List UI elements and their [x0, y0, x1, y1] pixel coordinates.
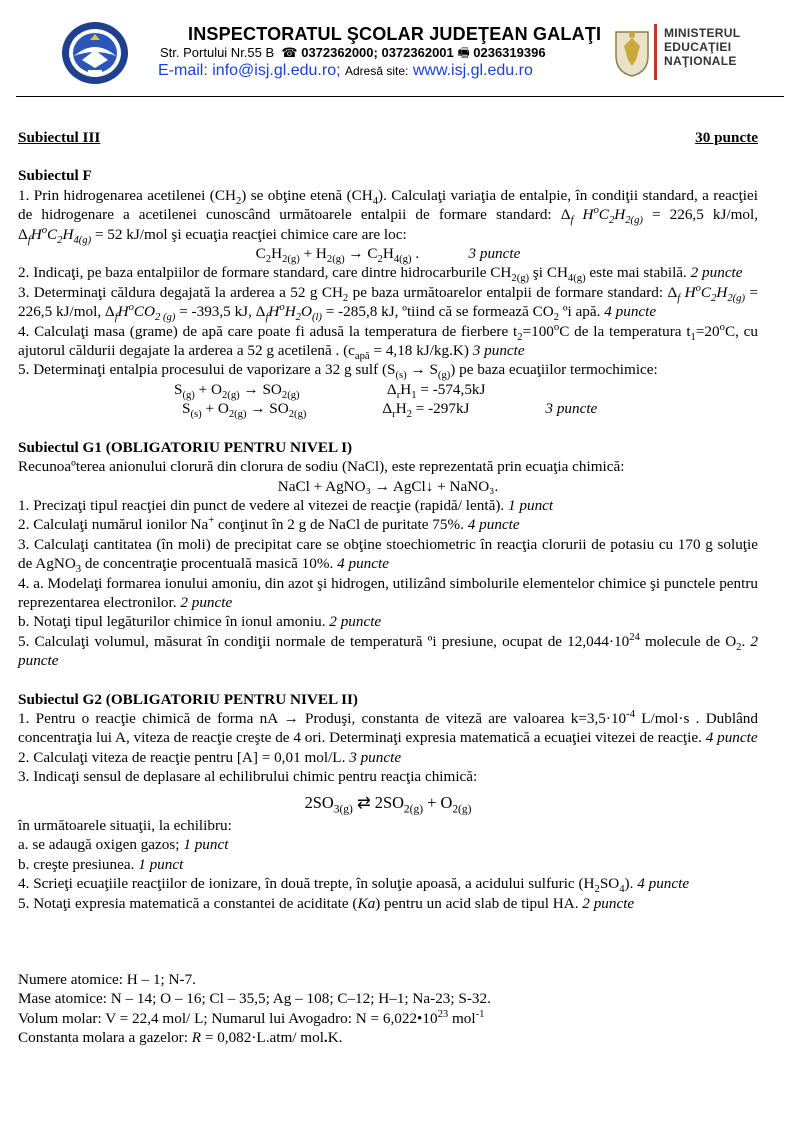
- g1-intro: Recunoaºterea anionului clorură din clorura de sodiu (NaCl), este reprezentată prin ecuaţia chimică:: [18, 458, 625, 476]
- g1-question-4a: 4. a. Modelaţi formarea ionului amoniu, din azot şi hidrogen, utilizând simbolurile elementelor chimice şi punctele pentru reprezentarea electronilor. 2 puncte: [18, 574, 758, 611]
- g2-question-3b: b. creşte presiunea. 1 punct: [18, 855, 184, 873]
- f-question-5: 5. Determinaţi entalpia procesului de vaporizare a 32 g sulf $(S_{(s)} \to S_{(g)})$ pe baza ecuaţiilor termochimice:: [18, 361, 658, 382]
- g1-question-4b: b. Notaţi tipul legăturilor chimice în ionul amoniu. 2 puncte: [18, 613, 382, 631]
- f-thermo-eq-2: $S_{(s)} + O_{2(g)} \to SO_{2(g)}$ $\Delta_rH_2 = -297kJ$ 3 puncte: [182, 400, 598, 421]
- gas-constant: Constanta molara a gazelor: R = 0,082·L.atm/ mol.K.: [18, 1029, 343, 1047]
- ministry-name: MINISTERUL EDUCAŢIEI NAŢIONALE: [664, 26, 741, 68]
- fax-number: 0236319396: [473, 45, 546, 60]
- atomic-numbers: Numere atomice: H – 1; N-7.: [18, 971, 196, 989]
- g2-question-5: 5. Notaţi expresia matematică a constantei de aciditate (Ka) pentru un acid slab de tipul HA. 2 puncte: [18, 894, 635, 912]
- site-link[interactable]: www.isj.gl.edu.ro: [412, 62, 533, 79]
- molar-volume-avogadro: Volum molar: V = 22,4 mol/ L; Numarul lui Avogadro: $N = 6,022•10^{23}$ mol$^{-1}$: [18, 1008, 485, 1027]
- section-f-title: Subiectul F: [18, 167, 92, 185]
- address: Str. Portului Nr.55 B: [160, 45, 275, 60]
- g2-question-3a: a. se adaugă oxigen gazos; 1 punct: [18, 836, 229, 854]
- fax-icon: 🖷: [453, 45, 474, 60]
- f-question-1: 1. Prin hidrogenarea acetilenei $(CH_2)$ se obţine etenă $(CH_4)$. Calculaţi variaţia de entalpie, în condiţii standard, a reacţiei de hidrogenare a acetilenei cunoscând următoarele entalpii de formare standard: $\Delta_f$ $H^oC_2H_{2(g)} = 226,5$ kJ/mol, $\Delta_fH^oC_2H_{4(g)} = 52$ kJ/mol şi ecuaţia reacţiei chimice care are loc:: [18, 186, 759, 246]
- email-label: E-mail:: [158, 62, 208, 79]
- f-thermo-eq-1: $S_{(g)} + O_{2(g)} \to SO_{2(g)}$ $\Delta_rH_1 = -574,5kJ$: [174, 380, 486, 401]
- isj-galati-logo: [60, 20, 130, 86]
- g2-question-4: 4. Scrieţi ecuaţiile reacţiilor de ionizare, în două trepte, în soluţie apoasă, a acidului sulfuric $(H_2SO_4)$. 4 puncte: [18, 875, 690, 896]
- g2-equilibrium-equation: $2SO_{3(g)}$ ⇄ $2SO_{2(g)} + O_{2(g)}$: [304, 792, 472, 815]
- f-equation-1: $C_2H_{2(g)} + H_{2(g)} \to C_2H_{4(g)}$ . 3 puncte: [255, 245, 521, 266]
- romania-coat-of-arms-icon: [612, 26, 652, 78]
- telephone-icon: ☎: [277, 45, 302, 60]
- g2-question-3: 3. Indicaţi sensul de deplasare al echilibrului chimic pentru reacţia chimică:: [18, 768, 478, 786]
- g2-question-1: 1. Pentru o reacţie chimică de forma nA → Produşi, constanta de viteză are valoarea $k=3,5\cdot 10^{-4}$ L/mol·s . Dublând concentraţia lui A, viteza de reacţie creşte de 4 ori. Determinaţi expresia matematică a ecuaţiei vitezei de reacţie. 4 puncte: [18, 708, 758, 747]
- g2-question-3-context: în următoarele situaţii, la echilibru:: [18, 817, 232, 834]
- letterhead: [0, 0, 800, 98]
- header-rule: [16, 96, 784, 97]
- subject-iii-heading: Subiectul III 30 puncte: [18, 129, 758, 146]
- email-link[interactable]: info@isj.gl.edu.ro;: [212, 62, 341, 79]
- g1-question-2: 2. Calculaţi numărul ionilor Na+ conţinut în 2 g de NaCl de puritate 75%. 4 puncte: [18, 515, 520, 534]
- phone-numbers: 0372362000; 0372362001: [301, 45, 454, 60]
- site-label: Adresă site:: [345, 64, 409, 78]
- contact-line: [158, 62, 533, 80]
- g1-question-5: 5. Calculaţi volumul, măsurat în condiţii normale de temperatură ºi presiune, ocupat de $12,044\cdot 10^{24}$ molecule de $O_2$. 2 puncte: [18, 631, 758, 670]
- section-g1-title: Subiectul G1 (OBLIGATORIU PENTRU NIVEL I): [18, 438, 353, 456]
- g2-question-2: 2. Calculaţi viteza de reacţie pentru [A] = 0,01 mol/L. 3 puncte: [18, 748, 402, 766]
- institution-title: INSPECTORATUL ŞCOLAR JUDEŢEAN GALAŢI: [188, 24, 602, 44]
- f-question-2: 2. Indicaţi, pe baza entalpiilor de formare standard, care dintre hidrocarburile $CH_{2(g)}$ şi $CH_{4(g)}$ este mai stabilă. 2 puncte: [18, 264, 743, 285]
- ministry-divider: [654, 24, 657, 80]
- f-question-3: 3. Determinaţi căldura degajată la arderea a 52 g $CH_2$ pe baza următoarelor entalpii de formare standard: $\Delta_f$ $H^oC_2H_{2(g)} = 226,5$ kJ/mol, $\Delta_fH^oCO_{2 (g)} = -393,5$ kJ, $\Delta_fH^oH_2O_{(l)} = -285,8$ kJ, ºtiind că se formează $CO_2$ ºi apă. 4 puncte: [18, 282, 758, 324]
- section-g2-title: Subiectul G2 (OBLIGATORIU PENTRU NIVEL II): [18, 690, 358, 708]
- exam-content: [18, 128, 758, 1048]
- f-question-4: 4. Calculaţi masa (grame) de apă care poate fi adusă la temperatura de fierbere $t_2=100^oC$ de la temperatura $t_1=20^oC$, cu ajutorul căldurii degajate la arderea a 52 g acetilenă . ($c_{apă} = 4,18$ kJ/kg.K) 3 puncte: [18, 321, 758, 363]
- atomic-masses: Mase atomice: N – 14; O – 16; Cl – 35,5; Ag – 108; C–12; H–1; Na-23; S-32.: [18, 990, 491, 1008]
- g1-equation: NaCl + AgNO₃ → AgCl↓ + NaNO₃.: [277, 477, 499, 495]
- g1-question-3: 3. Calculaţi cantitatea (în moli) de precipitat care se obţine stoechiometric în reacţia clorurii de potasiu cu 170 g soluţie de AgNO$_3$ de concentraţie procentuală masică 10%. 4 puncte: [18, 535, 758, 576]
- g1-question-1: 1. Precizaţi tipul reacţiei din punct de vedere al vitezei de reacţie (rapidă/ lentă). 1 punct: [18, 496, 554, 514]
